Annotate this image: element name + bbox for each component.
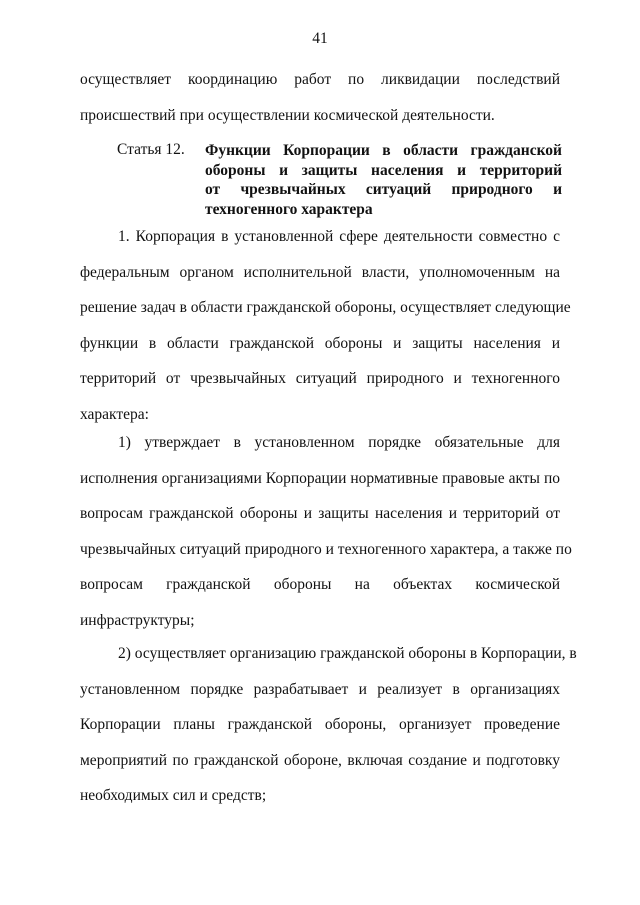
text-line: вопросам гражданской обороны и защиты населения и территорий от xyxy=(80,505,560,522)
paragraph-1 xyxy=(80,219,571,432)
top-paragraph xyxy=(80,62,560,133)
page-number: 41 xyxy=(312,30,328,47)
text-line: решение задач в области гражданской обороны, осуществляет следующие xyxy=(80,299,571,316)
text-line: функции в области гражданской обороны и защиты населения и xyxy=(80,334,560,352)
text-line: исполнения организациями Корпорации нормативные правовые акты по xyxy=(80,469,560,487)
text-line: необходимых сил и средств; xyxy=(80,787,267,804)
item-2 xyxy=(80,636,577,814)
article-title xyxy=(205,141,562,219)
text-line: 1. Корпорация в установленной сфере деятельности совместно с xyxy=(118,228,560,245)
text-line: федеральным органом исполнительной власти, уполномоченным на xyxy=(80,263,560,281)
article-title-line: техногенного характера xyxy=(205,200,373,218)
text-line: инфраструктуры; xyxy=(80,611,195,629)
text-line: чрезвычайных ситуаций природного и техногенного характера, а также по xyxy=(80,540,572,558)
text-line: 2) осуществляет организацию гражданской обороны в Корпорации, в xyxy=(118,645,577,662)
text-line: Корпорации планы гражданской обороны, организует проведение xyxy=(80,716,560,733)
item-1 xyxy=(80,425,572,638)
text-line: характера: xyxy=(80,405,149,423)
text-line: происшествий при осуществлении космической деятельности. xyxy=(80,106,495,124)
article-label: Статья 12. xyxy=(117,141,185,158)
text-line: территорий от чрезвычайных ситуаций природного и техногенного xyxy=(80,370,560,387)
text-line: установленном порядке разрабатывает и реализует в организациях xyxy=(80,680,560,698)
article-title-line: от чрезвычайных ситуаций природного и xyxy=(205,181,562,198)
article-title-line: обороны и защиты населения и территорий xyxy=(205,161,562,179)
text-line: вопросам гражданской обороны на объектах космической xyxy=(80,576,560,593)
article-title-line: Функции Корпорации в области гражданской xyxy=(205,142,562,159)
text-line: мероприятий по гражданской обороне, включая создание и подготовку xyxy=(80,751,560,769)
text-line: осуществляет координацию работ по ликвидации последствий xyxy=(80,71,560,88)
text-line: 1) утверждает в установленном порядке обязательные для xyxy=(118,434,560,451)
